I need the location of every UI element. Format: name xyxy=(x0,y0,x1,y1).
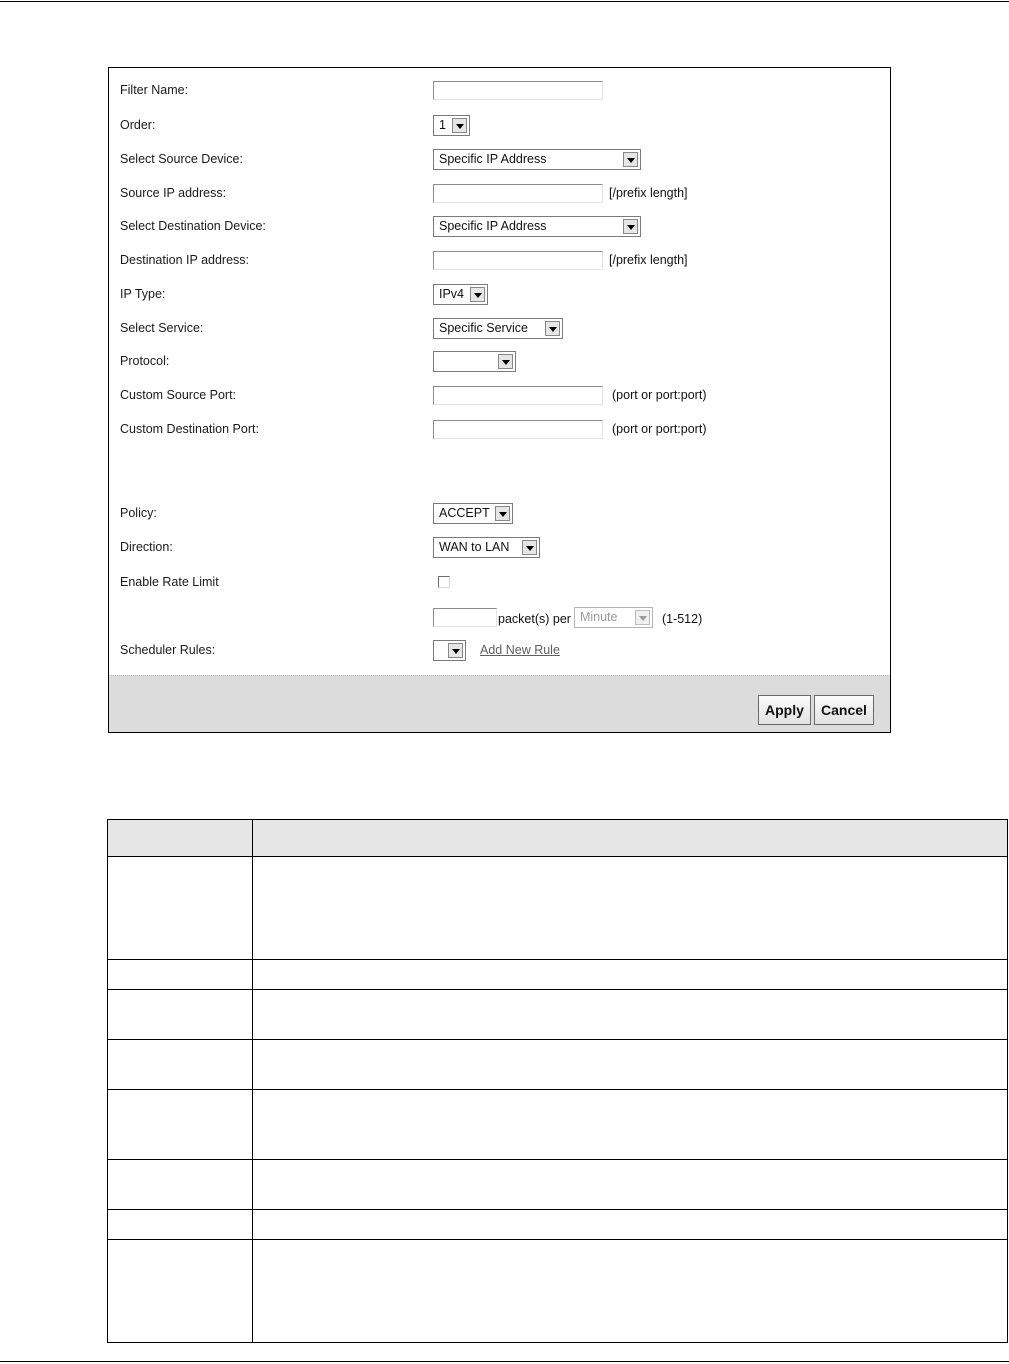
cancel-button[interactable]: Cancel xyxy=(814,695,874,725)
table-header-row xyxy=(108,820,1008,857)
custom-source-port-hint: (port or port:port) xyxy=(612,388,707,402)
apply-button[interactable]: Apply xyxy=(758,695,811,725)
chevron-down-icon xyxy=(470,287,485,302)
table-cell xyxy=(108,960,253,990)
table-header-cell xyxy=(253,820,1008,857)
ip-type-row xyxy=(109,282,890,306)
table-cell xyxy=(253,1090,1008,1160)
table-cell xyxy=(253,1210,1008,1240)
table-row xyxy=(108,960,1008,990)
protocol-row xyxy=(109,349,890,373)
ip-type-select-value: IPv4 xyxy=(439,287,465,301)
table-cell xyxy=(108,990,253,1040)
rate-row xyxy=(109,605,890,629)
rate-packets-input[interactable] xyxy=(433,608,497,627)
chevron-down-icon xyxy=(495,506,510,521)
dest-ip-input[interactable] xyxy=(433,251,603,270)
form-footer-bar xyxy=(109,675,890,732)
table-row xyxy=(108,1090,1008,1160)
table-cell xyxy=(253,857,1008,960)
source-device-row xyxy=(109,147,890,171)
source-ip-label: Source IP address: xyxy=(120,186,227,200)
policy-select[interactable] xyxy=(433,503,513,524)
scheduler-label: Scheduler Rules: xyxy=(120,643,216,657)
service-label: Select Service: xyxy=(120,321,204,335)
chevron-down-icon xyxy=(522,540,537,555)
source-ip-hint: [/prefix length] xyxy=(609,186,688,200)
chevron-down-icon xyxy=(498,354,513,369)
ip-type-select[interactable] xyxy=(433,284,488,305)
order-row xyxy=(109,113,890,137)
table-cell xyxy=(253,1240,1008,1343)
table-cell xyxy=(253,960,1008,990)
order-label: Order: xyxy=(120,118,156,132)
table-cell xyxy=(108,1240,253,1343)
direction-select-value: WAN to LAN xyxy=(439,540,510,554)
chevron-down-icon xyxy=(623,219,638,234)
table-cell xyxy=(108,1210,253,1240)
policy-label: Policy: xyxy=(120,506,157,520)
source-device-select[interactable] xyxy=(433,149,641,170)
policy-select-value: ACCEPT xyxy=(439,506,490,520)
table-cell xyxy=(108,1040,253,1090)
page-top-rule xyxy=(0,1,1009,2)
source-ip-input[interactable] xyxy=(433,184,603,203)
table-row xyxy=(108,1210,1008,1240)
scheduler-select[interactable] xyxy=(433,640,466,661)
custom-destination-port-row xyxy=(109,417,890,441)
order-select[interactable] xyxy=(433,115,470,136)
source-device-label: Select Source Device: xyxy=(120,152,243,166)
custom-source-port-input[interactable] xyxy=(433,386,603,405)
table-cell xyxy=(253,1160,1008,1210)
filter-name-row xyxy=(109,78,890,102)
table-cell xyxy=(253,1040,1008,1090)
filter-name-label: Filter Name: xyxy=(120,83,189,97)
table-row xyxy=(108,1160,1008,1210)
protocol-label: Protocol: xyxy=(120,354,170,368)
rate-limit-checkbox[interactable] xyxy=(438,576,450,588)
ip-type-label: IP Type: xyxy=(120,287,166,301)
rate-limit-label: Enable Rate Limit xyxy=(120,575,219,589)
table-row xyxy=(108,1240,1008,1343)
table-cell xyxy=(108,857,253,960)
dest-ip-hint: [/prefix length] xyxy=(609,253,688,267)
filter-form-panel xyxy=(108,67,891,733)
direction-label: Direction: xyxy=(120,540,173,554)
table-row xyxy=(108,1040,1008,1090)
rate-unit-text: packet(s) per xyxy=(498,612,571,626)
dest-ip-label: Destination IP address: xyxy=(120,253,250,267)
table-cell xyxy=(108,1160,253,1210)
description-table xyxy=(107,819,1008,1343)
table-cell xyxy=(253,990,1008,1040)
table-body xyxy=(108,857,1008,1343)
service-select[interactable] xyxy=(433,318,563,339)
dest-device-label: Select Destination Device: xyxy=(120,219,266,233)
dest-device-select[interactable] xyxy=(433,216,641,237)
add-new-rule-link[interactable]: Add New Rule xyxy=(480,643,560,657)
chevron-down-icon xyxy=(448,643,463,658)
custom-destination-port-label: Custom Destination Port: xyxy=(120,422,259,436)
rate-period-select[interactable] xyxy=(574,607,653,628)
page-bottom-rule xyxy=(0,1361,1009,1362)
dest-device-row xyxy=(109,214,890,238)
custom-destination-port-input[interactable] xyxy=(433,420,603,439)
direction-row xyxy=(109,535,890,559)
dest-device-select-value: Specific IP Address xyxy=(439,219,547,233)
policy-row xyxy=(109,501,890,525)
source-ip-row xyxy=(109,181,890,205)
service-row xyxy=(109,316,890,340)
custom-destination-port-hint: (port or port:port) xyxy=(612,422,707,436)
dest-ip-row xyxy=(109,248,890,272)
table-header-cell xyxy=(108,820,253,857)
source-device-select-value: Specific IP Address xyxy=(439,152,547,166)
custom-source-port-row xyxy=(109,383,890,407)
table-row xyxy=(108,990,1008,1040)
rate-limit-row xyxy=(109,570,890,594)
filter-name-input[interactable] xyxy=(433,81,603,100)
chevron-down-icon xyxy=(452,118,467,133)
chevron-down-icon xyxy=(635,610,650,625)
table-cell xyxy=(108,1090,253,1160)
protocol-select[interactable] xyxy=(433,351,516,372)
scheduler-row xyxy=(109,638,890,662)
table-row xyxy=(108,857,1008,960)
direction-select[interactable] xyxy=(433,537,540,558)
custom-source-port-label: Custom Source Port: xyxy=(120,388,237,402)
rate-range-hint: (1-512) xyxy=(661,612,703,626)
rate-period-select-value: Minute xyxy=(579,610,618,624)
chevron-down-icon xyxy=(545,321,560,336)
chevron-down-icon xyxy=(623,152,638,167)
service-select-value: Specific Service xyxy=(439,321,528,335)
order-select-value: 1 xyxy=(439,118,446,132)
